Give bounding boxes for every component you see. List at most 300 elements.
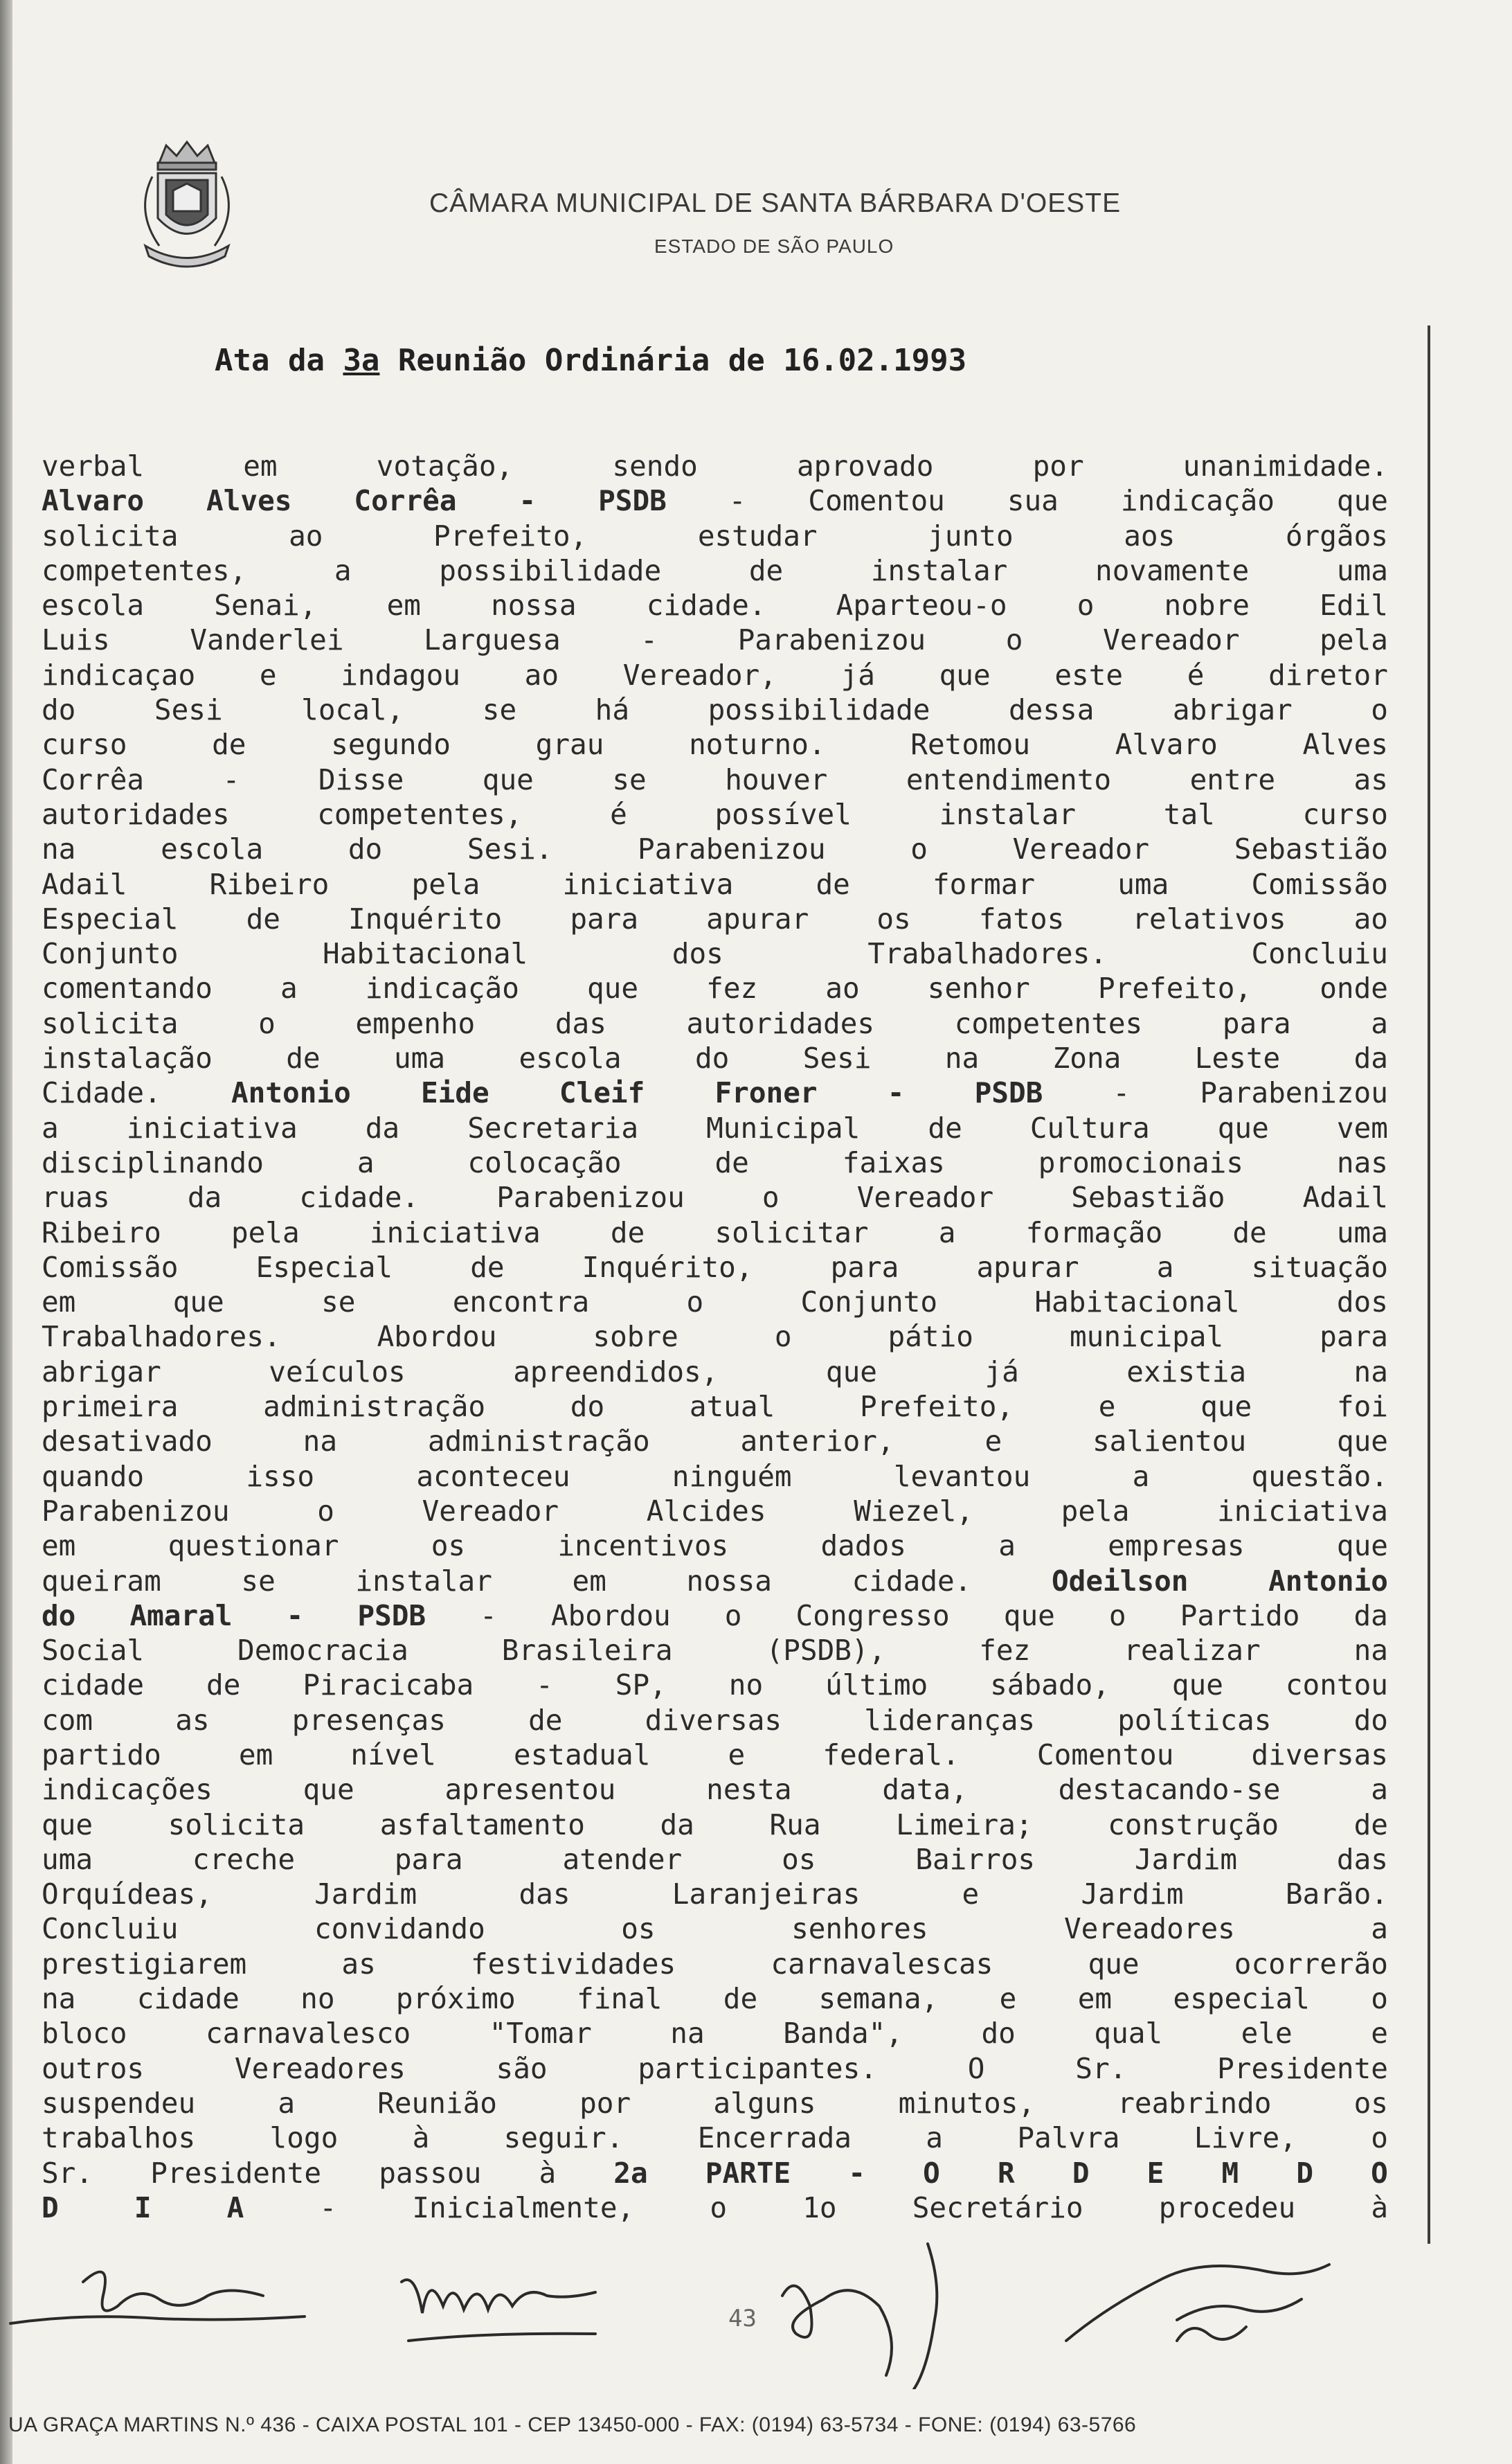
word: o	[258, 1006, 276, 1040]
word: do	[981, 2017, 1016, 2051]
word: Edil	[1320, 589, 1388, 623]
word: Brasileira	[501, 1634, 673, 1668]
word: o	[1077, 589, 1095, 623]
word: questionar	[168, 1529, 339, 1563]
word: Jardim	[314, 1877, 417, 1911]
word: indicações	[42, 1773, 213, 1807]
word: para	[394, 1842, 463, 1876]
word: data,	[882, 1773, 968, 1807]
word: Presidente	[1217, 2051, 1388, 2085]
word: Inquérito,	[582, 1250, 753, 1284]
word: nossa	[686, 1564, 772, 1598]
word: do	[570, 1390, 605, 1424]
word: competentes	[954, 1006, 1143, 1040]
word: é	[610, 797, 627, 831]
word: escola	[161, 832, 264, 866]
word: competentes,	[317, 797, 523, 831]
body-line	[42, 1981, 1388, 2016]
body-line	[42, 553, 1388, 588]
word: apurar	[976, 1250, 1079, 1284]
title-prefix: Ata da	[215, 343, 343, 378]
word: anterior,	[740, 1425, 894, 1458]
word: dessa	[1008, 693, 1095, 727]
word: do	[1353, 1703, 1388, 1737]
word: (PSDB),	[766, 1634, 886, 1668]
word: políticas	[1117, 1703, 1272, 1737]
word: Aparteou-o	[836, 589, 1007, 623]
word: e	[1371, 2017, 1388, 2051]
word: ocorrerão	[1234, 1947, 1388, 1981]
word: pela	[231, 1215, 300, 1249]
word: que	[42, 1807, 93, 1841]
body-line	[42, 1355, 1388, 1389]
word: o	[910, 832, 928, 866]
word: e	[259, 658, 277, 692]
word: das	[519, 1877, 570, 1911]
body-line	[42, 762, 1388, 797]
word: sábado,	[990, 1668, 1110, 1702]
word: Retomou	[910, 728, 1031, 762]
word: da	[1353, 1042, 1388, 1075]
word: a	[1132, 1459, 1150, 1493]
word: seguir.	[503, 2121, 624, 2155]
word: nível	[350, 1738, 436, 1771]
body-line	[42, 1111, 1388, 1145]
word: aprovado	[796, 449, 934, 483]
word: se	[482, 693, 517, 727]
word: os	[431, 1529, 466, 1563]
word: de	[206, 1668, 241, 1702]
word: uma	[1117, 867, 1169, 901]
word: PSDB	[357, 1598, 426, 1632]
word: disciplinando	[42, 1145, 264, 1179]
word: novamente	[1095, 553, 1250, 587]
word: instalar	[939, 797, 1077, 831]
margin-rule	[1428, 325, 1430, 2244]
word: de	[928, 1111, 962, 1145]
word: Vereador,	[622, 658, 777, 692]
word: sua	[1007, 484, 1059, 518]
word: onde	[1320, 972, 1388, 1006]
word: -	[286, 1598, 304, 1632]
word: especial	[1173, 1982, 1310, 2016]
word: iniciativa	[126, 1111, 298, 1145]
body-line	[42, 1528, 1388, 1563]
word: Eide	[420, 1076, 489, 1110]
word: Prefeito,	[859, 1390, 1014, 1424]
body-line	[42, 519, 1388, 553]
word: D	[1072, 2156, 1090, 2190]
body-line	[42, 1703, 1388, 1738]
word: Cleif	[559, 1076, 645, 1110]
word: solicita	[42, 519, 179, 553]
word: Leste	[1194, 1042, 1281, 1075]
word: empenho	[355, 1006, 476, 1040]
word: para	[1320, 1320, 1388, 1354]
word: houver	[725, 762, 828, 796]
word: para	[830, 1250, 899, 1284]
word: e	[962, 1877, 980, 1911]
word: reabrindo	[1117, 2086, 1272, 2120]
body-line	[42, 1075, 1388, 1110]
body-line	[42, 1738, 1388, 1772]
word: "Tomar	[489, 2017, 592, 2051]
word: Social	[42, 1634, 145, 1668]
word: do	[42, 693, 76, 727]
word: formação	[1025, 1215, 1163, 1249]
word: último	[825, 1668, 928, 1702]
word: Jardim	[1081, 1877, 1184, 1911]
word: tal	[1163, 797, 1215, 831]
word: Parabenizou	[496, 1181, 685, 1215]
word: de	[286, 1042, 321, 1075]
word: Conjunto	[800, 1285, 938, 1319]
word: ao	[524, 658, 559, 692]
word: Alvaro	[1115, 728, 1218, 762]
word: diretor	[1268, 658, 1388, 692]
word: desativado	[42, 1425, 213, 1458]
word: Sr.	[1075, 2051, 1127, 2085]
word: das	[1336, 1842, 1388, 1876]
word: asfaltamento	[379, 1807, 585, 1841]
word: -	[848, 2156, 866, 2190]
word: por	[579, 2086, 631, 2120]
word: por	[1032, 449, 1084, 483]
word: este	[1054, 658, 1124, 692]
word: Alves	[206, 484, 292, 518]
word: Vereador	[856, 1181, 994, 1215]
word: órgãos	[1285, 519, 1388, 553]
body-line	[42, 1459, 1388, 1494]
word: relativos	[1132, 902, 1286, 936]
word: -	[536, 1668, 553, 1702]
word: Piracicaba	[303, 1668, 474, 1702]
word: se	[241, 1564, 276, 1598]
footer-address: UA GRAÇA MARTINS N.º 436 - CAIXA POSTAL 101 - CEP 13450-000 - FAX: (0194) 63-5734 - FONE: (0194) 63-5766	[8, 2413, 1137, 2436]
word: Democracia	[237, 1634, 408, 1668]
word: que	[482, 762, 534, 796]
word: em	[42, 1285, 76, 1319]
word: vem	[1336, 1111, 1388, 1145]
word: Comentou	[1036, 1738, 1174, 1771]
word: Larguesa	[424, 623, 561, 657]
word: na	[670, 2017, 705, 2051]
word: Secretário	[912, 2190, 1083, 2224]
word: presenças	[291, 1703, 446, 1737]
word: Amaral	[129, 1598, 233, 1632]
word: a	[1371, 1773, 1388, 1807]
body-line	[42, 1807, 1388, 1842]
word: Reunião	[377, 2086, 497, 2120]
word: grau	[535, 728, 604, 762]
word: e	[1098, 1390, 1116, 1424]
word: O	[1371, 2156, 1388, 2190]
body-line	[42, 1668, 1388, 1702]
word: Froner	[714, 1076, 818, 1110]
word: final	[577, 1982, 663, 2016]
word: Barão.	[1285, 1877, 1388, 1911]
body-line	[42, 936, 1388, 971]
word: o	[1371, 693, 1388, 727]
word: fez	[979, 1634, 1031, 1668]
word: R	[998, 2156, 1015, 2190]
word: na	[944, 1042, 980, 1075]
word: cidade	[42, 1668, 145, 1702]
word: formar	[932, 867, 1036, 901]
word: Ribeiro	[42, 1215, 161, 1249]
word: Cultura	[1029, 1111, 1150, 1145]
word: Prefeito,	[433, 519, 588, 553]
word: entendimento	[906, 762, 1112, 796]
word: que	[939, 658, 991, 692]
body-line	[42, 693, 1388, 727]
word: Alves	[1302, 728, 1388, 762]
word: iniciativa	[1217, 1494, 1388, 1528]
word: autoridades	[42, 797, 230, 831]
word: do	[348, 832, 383, 866]
word: levantou	[893, 1459, 1031, 1493]
word: que	[172, 1285, 224, 1319]
word: queiram	[42, 1564, 161, 1598]
word: outros	[42, 2051, 145, 2085]
body-line	[42, 1041, 1388, 1075]
word: Sr.	[42, 2156, 93, 2190]
body-line	[42, 588, 1388, 623]
word: carnavalescas	[771, 1947, 993, 1981]
word: Sesi.	[467, 832, 553, 866]
word: instalação	[42, 1042, 213, 1075]
word: das	[555, 1006, 606, 1040]
word: trabalhos	[42, 2121, 196, 2155]
word: A	[226, 2190, 244, 2224]
word: a	[1156, 1250, 1174, 1284]
word: Livre,	[1194, 2121, 1297, 2155]
word: a	[42, 1111, 59, 1145]
word: Trabalhadores.	[42, 1320, 281, 1354]
word: Corrêa	[42, 762, 145, 796]
word: quando	[42, 1459, 145, 1493]
word: solicitar	[714, 1215, 869, 1249]
word: veículos	[269, 1355, 406, 1389]
word: ao	[825, 972, 860, 1006]
word: Inquérito	[348, 902, 503, 936]
word: Parabenizou	[638, 832, 826, 866]
word: de	[714, 1145, 749, 1179]
word: da	[365, 1111, 400, 1145]
word: e	[728, 1738, 746, 1771]
word: de	[1232, 1215, 1267, 1249]
minutes-body	[42, 449, 1388, 2225]
word: Partido	[1180, 1598, 1300, 1632]
word: Municipal	[706, 1111, 861, 1145]
word: diversas	[645, 1703, 782, 1737]
word: -	[480, 1598, 497, 1632]
word: sendo	[612, 449, 698, 483]
body-line	[42, 1285, 1388, 1319]
word: os	[876, 902, 911, 936]
word: festividades	[471, 1947, 676, 1981]
word: municipal	[1069, 1320, 1224, 1354]
word: Vereadores	[234, 2051, 406, 2085]
word: Habitacional	[323, 937, 528, 971]
word: curso	[1302, 797, 1388, 831]
word: prestigiarem	[42, 1947, 247, 1981]
word: a	[926, 2121, 943, 2155]
word: lideranças	[864, 1703, 1036, 1737]
word: uma	[1336, 1215, 1388, 1249]
word: a	[938, 1215, 956, 1249]
word: Sebastião	[1234, 832, 1388, 866]
word: Ribeiro	[209, 867, 330, 901]
word: contou	[1285, 1668, 1388, 1702]
word: junto	[928, 519, 1014, 553]
word: o	[710, 2190, 728, 2224]
word: noturno.	[689, 728, 826, 762]
word: Presidente	[150, 2156, 322, 2190]
word: Corrêa	[354, 484, 457, 518]
word: à	[412, 2121, 430, 2155]
word: PSDB	[598, 484, 667, 518]
word: Encerrada	[697, 2121, 852, 2155]
word: O	[967, 2051, 985, 2085]
word: dados	[820, 1529, 906, 1563]
word: cidade.	[852, 1564, 972, 1598]
body-line	[42, 1947, 1388, 1981]
word: de	[246, 902, 280, 936]
word: Sebastião	[1071, 1181, 1225, 1215]
word: promocionais	[1038, 1145, 1243, 1179]
body-line	[42, 483, 1388, 518]
body-line	[42, 1389, 1388, 1424]
word: iniciativa	[369, 1215, 541, 1249]
word: incentivos	[557, 1529, 729, 1563]
word: senhor	[927, 972, 1030, 1006]
word: indicação	[365, 972, 519, 1006]
word: da	[660, 1807, 694, 1841]
body-line	[42, 658, 1388, 693]
word: que	[586, 972, 639, 1006]
body-line	[42, 867, 1388, 902]
word: Bairros	[915, 1842, 1036, 1876]
word: nobre	[1164, 589, 1250, 623]
word: o	[774, 1320, 792, 1354]
body-line	[42, 1215, 1388, 1250]
word: em	[42, 1529, 76, 1563]
word: entre	[1189, 762, 1276, 796]
word: o	[1371, 1982, 1388, 2016]
word: indagou	[341, 658, 460, 692]
word: apurar	[706, 902, 809, 936]
body-line	[42, 1598, 1388, 1633]
word: e	[999, 1982, 1017, 2016]
word: ninguém	[672, 1459, 792, 1493]
word: o	[317, 1494, 334, 1528]
state-name: ESTADO DE SÃO PAULO	[654, 235, 894, 257]
word: em	[386, 589, 421, 623]
word: participantes.	[638, 2051, 877, 2085]
word: há	[595, 693, 630, 727]
word: cidade	[136, 1982, 240, 2016]
word: pela	[1320, 623, 1388, 657]
word: que	[825, 1355, 877, 1389]
word: destacando-se	[1058, 1773, 1281, 1807]
word: o	[686, 1285, 704, 1319]
word: em	[243, 449, 278, 483]
word: instalar	[355, 1564, 492, 1598]
word: apreendidos,	[513, 1355, 719, 1389]
word: curso	[42, 728, 127, 762]
body-line	[42, 902, 1388, 936]
word: na	[1353, 1355, 1388, 1389]
body-line	[42, 2156, 1388, 2190]
word: encontra	[452, 1285, 590, 1319]
word: Zona	[1052, 1042, 1122, 1075]
word: administração	[263, 1390, 486, 1424]
word: 2a	[613, 2156, 648, 2190]
word: unanimidade.	[1182, 449, 1388, 483]
word: de	[212, 728, 246, 762]
word: fatos	[978, 902, 1065, 936]
municipal-coat-of-arms	[132, 135, 242, 274]
word: os	[621, 1912, 656, 1946]
word: escola	[519, 1042, 622, 1075]
word: abrigar	[1172, 693, 1293, 727]
word: cidade.	[299, 1181, 420, 1215]
word: de	[528, 1703, 563, 1737]
word: a	[280, 972, 298, 1006]
word: da	[187, 1181, 222, 1215]
word: -	[728, 484, 746, 518]
word: E	[1146, 2156, 1164, 2190]
word: a	[357, 1145, 375, 1179]
word: uma	[1336, 553, 1388, 587]
word: Comissão	[1251, 867, 1388, 901]
word: o	[1371, 2121, 1388, 2155]
word: o	[724, 1598, 742, 1632]
word: votação,	[376, 449, 514, 483]
word: -	[1113, 1076, 1131, 1110]
word: nossa	[491, 589, 577, 623]
word: aos	[1124, 519, 1176, 553]
word: de	[610, 1215, 645, 1249]
word: na	[1353, 1634, 1388, 1668]
body-line	[42, 1424, 1388, 1458]
body-line	[42, 2086, 1388, 2121]
word: Parabenizou	[42, 1494, 230, 1528]
word: Concluiu	[42, 1912, 179, 1946]
word: Sesi	[802, 1042, 872, 1075]
word: Vereador	[1012, 832, 1150, 866]
word: em	[1077, 1982, 1113, 2016]
word: situação	[1251, 1250, 1388, 1284]
body-line	[42, 1772, 1388, 1807]
word: que	[1336, 1425, 1388, 1458]
body-line	[42, 2121, 1388, 2155]
word: comentando	[42, 972, 213, 1006]
word: primeira	[42, 1390, 179, 1424]
word: indicaçao	[42, 658, 196, 692]
word: Rua	[769, 1807, 821, 1841]
word: D	[1296, 2156, 1313, 2190]
word: que	[303, 1773, 354, 1807]
body-line	[42, 1006, 1388, 1041]
body-line	[42, 2016, 1388, 2051]
word: na	[42, 1982, 76, 2016]
body-line	[42, 1494, 1388, 1528]
word: Congresso	[795, 1598, 950, 1632]
word: Comentou	[808, 484, 945, 518]
word: uma	[394, 1042, 446, 1075]
